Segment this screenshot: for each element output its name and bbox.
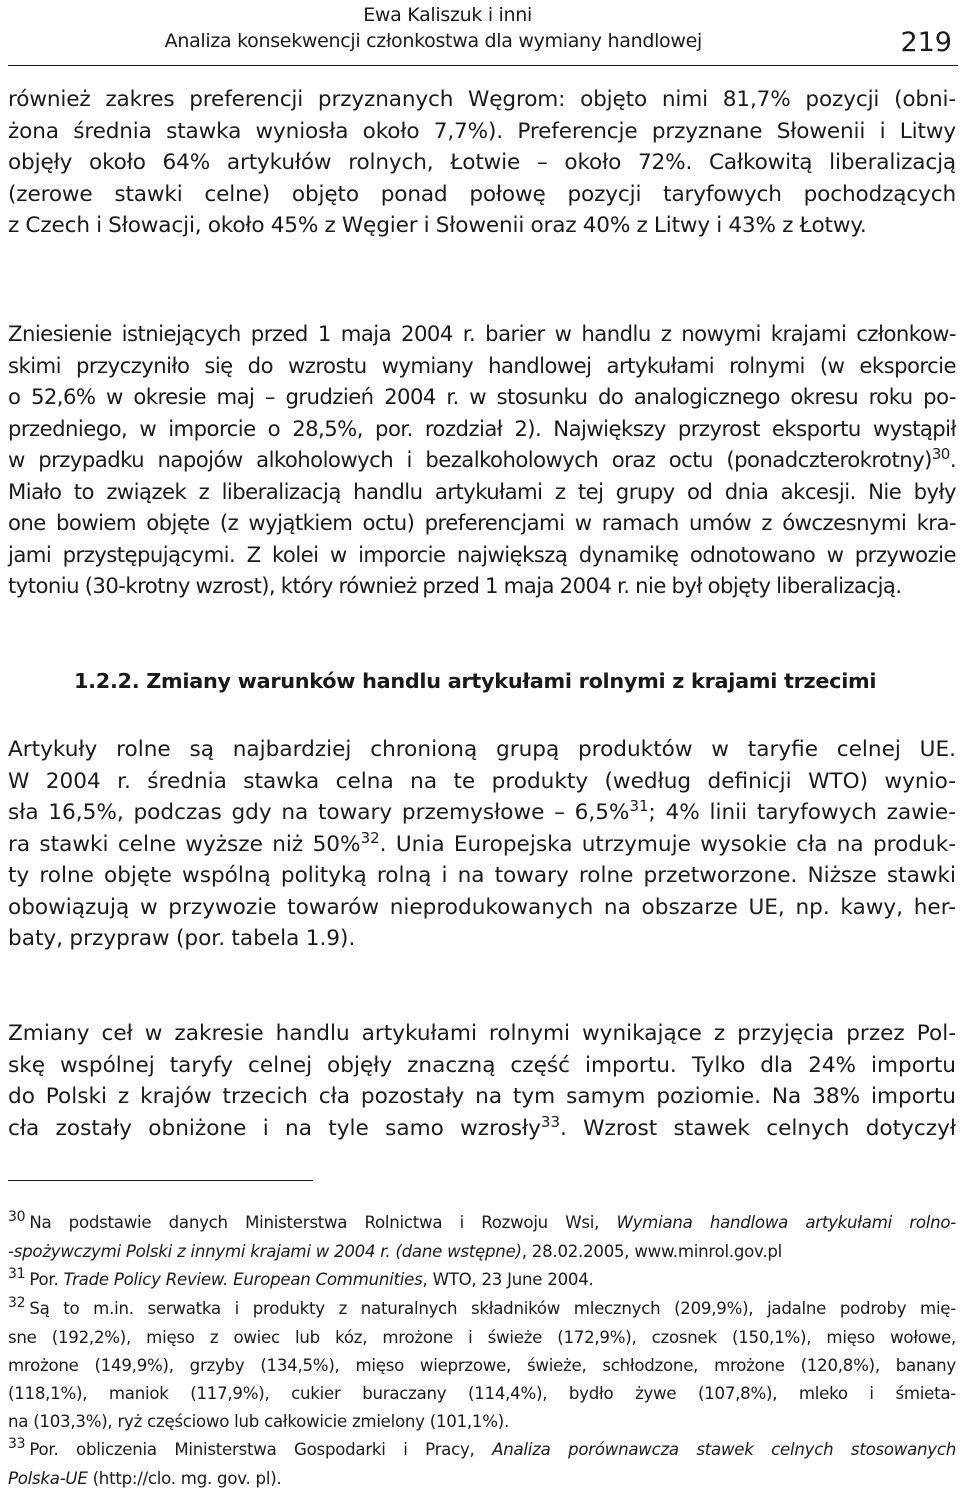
text-segment: . Unia Europejska utrzymuje wysokie cła na produk- [379, 831, 956, 857]
text-line [8, 1113, 956, 1145]
footnote-ref-32[interactable]: 32 [360, 828, 380, 847]
paragraph-2 [8, 318, 956, 602]
footnote-32 [8, 1295, 956, 1436]
footnote-line: sne (192,2%), mięso z owiec lub kóz, mrożone i świeże (172,9%), czosnek (150,1%), mięso wołowe, [8, 1328, 956, 1347]
text-line: (zerowe stawki celne) objęto ponad połowę pozycji taryfowych pochodzących [8, 181, 956, 207]
text-line: skę wspólnej taryfy celnej objęły znaczną część importu. Tylko dla 24% importu [8, 1052, 956, 1078]
footnote-line [8, 1295, 956, 1324]
header-rule [8, 65, 958, 66]
text-segment: , 28.02.2005, www.minrol.gov.pl [521, 1242, 782, 1261]
text-segment: Są to m.in. serwatka i produkty z naturalnych składników mlecznych (209,9%), jadalne podroby mię- [29, 1299, 956, 1318]
text-line: przedniego, w imporcie o 28,5%, por. rozdział 2). Największy przyrost eksportu wystąpił [8, 415, 956, 441]
text-line: W 2004 r. średnia stawka celna na te produkty (według definicji WTO) wynio- [8, 768, 956, 794]
text-segment: . Wzrost stawek celnych dotyczył [560, 1115, 956, 1141]
text-segment: sła 16,5%, podczas gdy na towary przemysłowe – 6,5% [8, 800, 630, 825]
footnote-line [8, 1465, 956, 1493]
footnote-ref-33[interactable]: 33 [540, 1112, 560, 1131]
text-line: skimi przyczyniło się do wzrostu wymiany handlowej artykułami rolnymi (w eksporcie [8, 352, 956, 378]
paragraph-1 [8, 84, 956, 242]
text-line [8, 829, 956, 861]
text-line: o 52,6% w okresie maj – grudzień 2004 r. w stosunku do analogicznego okresu roku po- [8, 384, 956, 409]
footnote-ref-30[interactable]: 30 [931, 445, 950, 463]
paragraph-3 [8, 734, 956, 955]
footnote-line: na (103,3%), ryż częściowo lub całkowicie zmielony (101,1%). [8, 1412, 510, 1431]
text-segment: Na podstawie danych Ministerstwa Rolnictwa i Rozwoju Wsi, [29, 1213, 617, 1232]
text-line: Artykuły rolne są najbardziej chronioną grupą produktów w taryfie celnej UE. [8, 737, 956, 762]
text-line: z Czech i Słowacji, około 45% z Węgier i Słowenii oraz 40% z Litwy i 43% z Łotwy. [8, 213, 867, 238]
text-segment: w przypadku napojów alkoholowych i bezalkoholowych oraz octu (ponadczterokrotny) [8, 447, 932, 472]
text-line: Zmiany ceł w zakresie handlu artykułami rolnymi wynikające z przyjęcia przez Pol- [8, 1021, 956, 1046]
text-segment-italic: Polska-UE [8, 1469, 88, 1488]
footnote-number: 32 [8, 1295, 26, 1311]
text-line: żona średnia stawka wyniosła około 7,7%). Preferencje przyznane Słowenii i Litwy [8, 118, 956, 144]
footnote-line [8, 1436, 956, 1465]
footnote-line [8, 1266, 956, 1295]
footnotes [8, 1209, 956, 1493]
header-title: Analiza konsekwencji członkostwa dla wymiany handlowej [164, 30, 702, 52]
text-line: ty rolne objęte wspólną polityką rolną i na towary rolne przetworzone. Niższe stawki [8, 863, 956, 888]
text-line: baty, przypraw (por. tabela 1.9). [8, 926, 356, 951]
footnote-line [8, 1238, 956, 1266]
footnote-number: 33 [8, 1436, 26, 1452]
footnote-ref-31[interactable]: 31 [629, 797, 649, 815]
text-segment: ra stawki celne wyższe niż 50% [8, 831, 361, 857]
footnote-line [8, 1209, 956, 1238]
page-number: 219 [900, 27, 952, 58]
footnote-30 [8, 1209, 956, 1266]
section-heading: 1.2.2. Zmiany warunków handlu artykułami rolnymi z krajami trzecimi [74, 669, 877, 693]
header-author: Ewa Kaliszuk i inni [363, 4, 532, 26]
text-segment-italic: -spożywczymi Polski z innymi krajami w 2004 r. (dane wstępne) [8, 1242, 522, 1261]
text-line [8, 797, 956, 829]
text-line: również zakres preferencji przyznanych Węgrom: objęto nimi 81,7% pozycji (obni- [8, 87, 956, 112]
text-segment: Por. [29, 1270, 64, 1289]
running-header [0, 0, 960, 70]
text-segment: ; 4% linii taryfowych zawie- [648, 800, 956, 825]
footnote-number: 30 [8, 1209, 26, 1225]
footnote-31 [8, 1266, 956, 1295]
text-segment-italic: Wymiana handlowa artykułami rolno- [616, 1213, 956, 1232]
footnote-separator [8, 1180, 313, 1181]
text-line: objęły około 64% artykułów rolnych, Łotwie – około 72%. Całkowitą liberalizacją [8, 150, 956, 175]
footnote-33 [8, 1436, 956, 1493]
text-line: Zniesienie istniejących przed 1 maja 2004 r. barier w handlu z nowymi krajami członkow- [8, 321, 956, 346]
text-line: obowiązują w przywozie towarów nieprodukowanych na obszarze UE, np. kawy, her- [8, 894, 956, 920]
text-line [8, 444, 956, 476]
text-segment: cła zostały obniżone i na tyle samo wzrosły [8, 1115, 541, 1141]
text-line: tytoniu (30-krotny wzrost), który również przed 1 maja 2004 r. nie był objęty liberalizacją. [8, 573, 902, 598]
text-segment: , WTO, 23 June 2004. [422, 1270, 594, 1289]
text-line: Miało to związek z liberalizacją handlu artykułami z tej grupy od dnia akcesji. Nie były [8, 478, 956, 504]
text-segment-italic: Trade Policy Review. European Communities [63, 1270, 423, 1289]
text-line: do Polski z krajów trzecich cła pozostały na tym samym poziomie. Na 38% importu [8, 1084, 956, 1109]
text-line: one bowiem objęte (z wyjątkiem octu) preferencjami w ramach umów z ówczesnymi kra- [8, 510, 956, 535]
text-segment-italic: Analiza porównawcza stawek celnych stosowanych [492, 1440, 956, 1459]
footnote-number: 31 [8, 1266, 26, 1282]
text-line: jami przystępującymi. Z kolei w imporcie największą dynamikę odnotowano w przywozie [8, 541, 956, 567]
text-segment: . [949, 447, 956, 472]
text-segment: (http://clo. mg. gov. pl). [87, 1469, 282, 1488]
footnote-line: (118,1%), maniok (117,9%), cukier buraczany (114,4%), bydło żywe (107,8%), mleko i śmieta- [8, 1384, 956, 1403]
text-segment: Por. obliczenia Ministerstwa Gospodarki i Pracy, [29, 1440, 493, 1459]
paragraph-4 [8, 1018, 956, 1144]
footnote-line: mrożone (149,9%), grzyby (134,5%), mięso wieprzowe, świeże, schłodzone, mrożone (120,8%), banany [8, 1356, 956, 1375]
